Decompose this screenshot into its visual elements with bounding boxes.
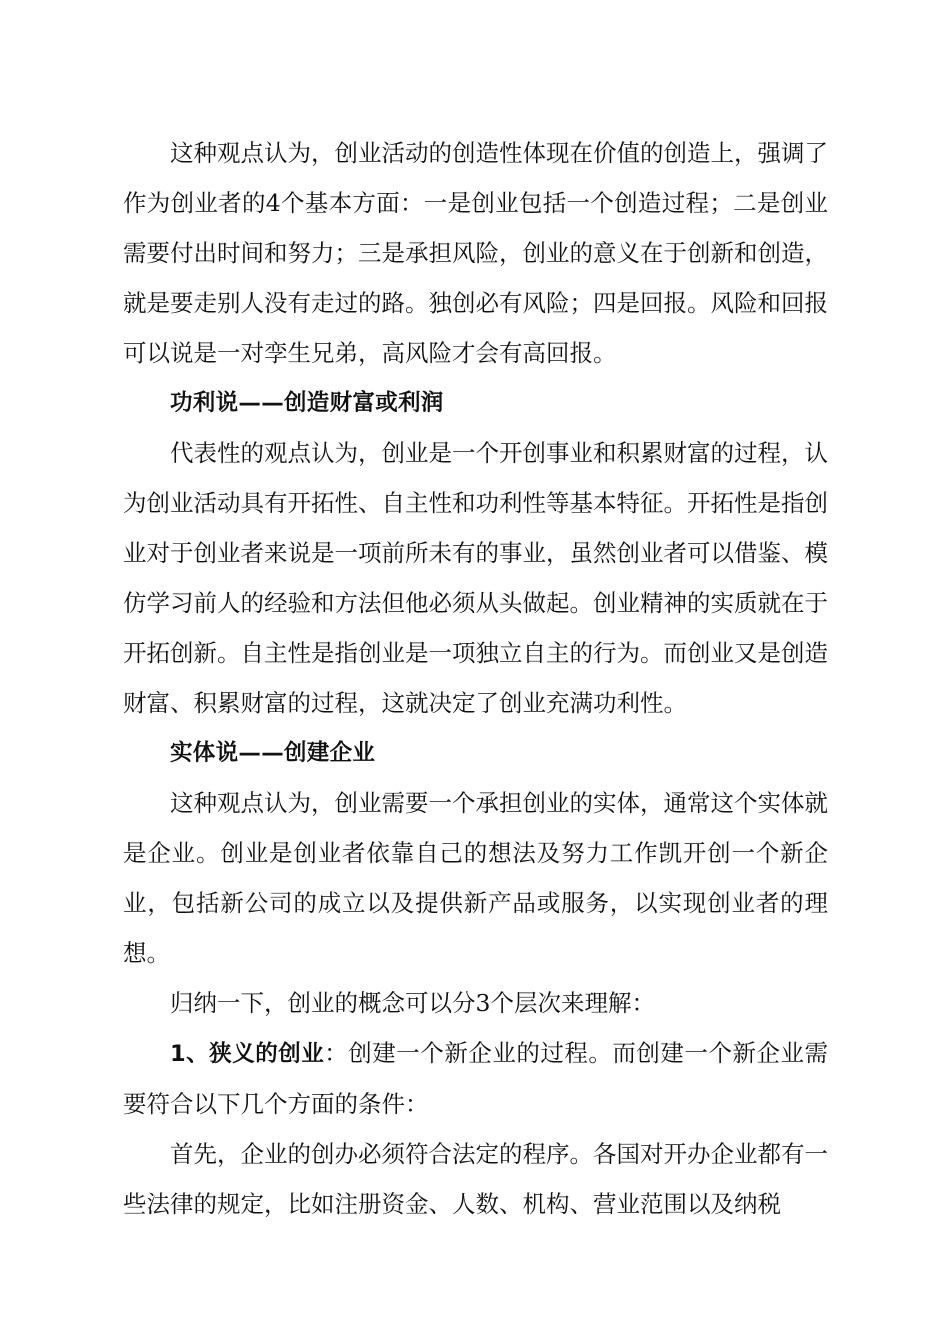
paragraph-legal-procedure: 首先，企业的创办必须符合法定的程序。各国对开办企业都有一些法律的规定，比如注册资金、人数、机构、营业范围以及纳税 (123, 1140, 828, 1218)
paragraph-innovation-view: 这种观点认为，创业活动的创造性体现在价值的创造上，强调了作为创业者的4个基本方面：一是创业包括一个创造过程；二是创业需要付出时间和努力；三是承担风险，创业的意义在于创新和创造，就是要走别人没有走过的路。独创必有风险；四是回报。风险和回报可以说是一对孪生兄弟，高风险才会有高回报。 (123, 139, 828, 367)
paragraph-narrow-definition (123, 1028, 828, 1129)
paragraph-entity-view: 这种观点认为，创业需要一个承担创业的实体，通常这个实体就是企业。创业是创业者依靠自己的想法及努力工作凯开创一个新企业，包括新公司的成立以及提供新产品或服务，以实现创业者的理想。 (123, 789, 828, 967)
narrow-definition-label: 1、狭义的创业 (170, 1041, 325, 1067)
section-heading-entity: 实体说——创建企业 (170, 740, 376, 766)
paragraph-summary: 归纳一下，创业的概念可以分3个层次来理解： (170, 989, 655, 1017)
section-heading-utility: 功利说——创造财富或利润 (170, 390, 444, 416)
document-body (123, 128, 828, 1229)
paragraph-utility-view: 代表性的观点认为，创业是一个开创事业和积累财富的过程，认为创业活动具有开拓性、自主性和功利性等基本特征。开拓性是指创业对于创业者来说是一项前所未有的事业，虽然创业者可以借鉴、模仿学习前人的经验和方法但他必须从头做起。创业精神的实质就在于开拓创新。自主性是指创业是一项独立自主的行为。而创业又是创造财富、积累财富的过程，这就决定了创业充满功利性。 (123, 439, 828, 717)
narrow-definition-text: ：创建一个新企业的过程。而创建一个新企业需要符合以下几个方面的条件： (123, 1039, 829, 1118)
